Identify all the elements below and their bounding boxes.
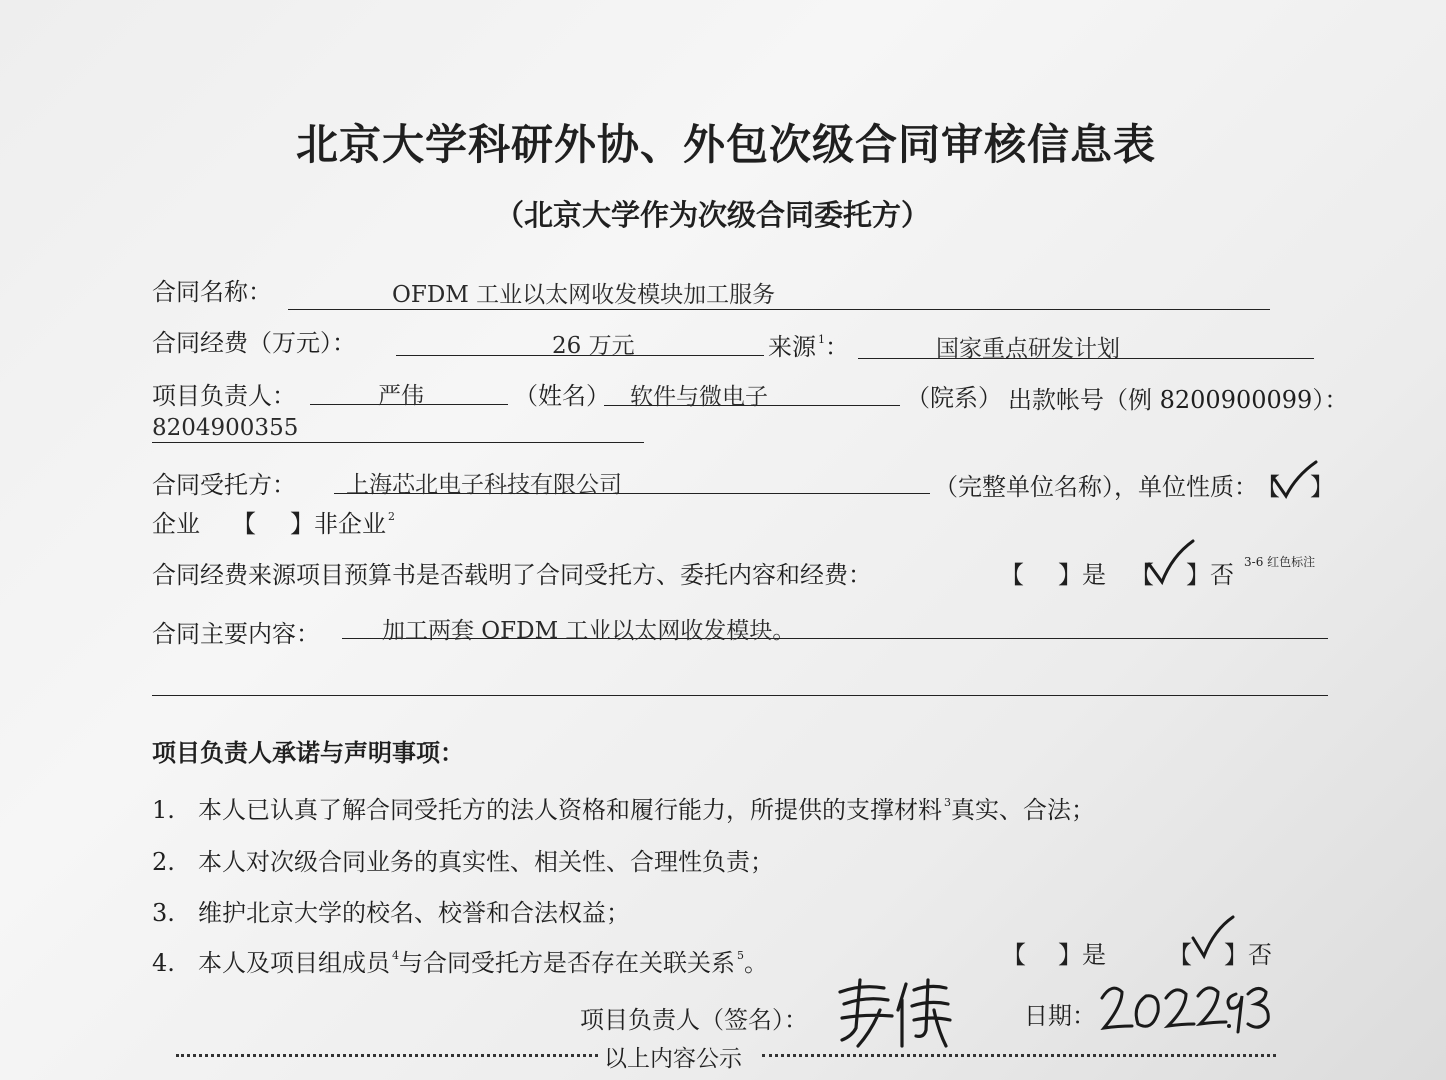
- funding-value[interactable]: 26 万元: [552, 333, 635, 359]
- enterprise-label: 企业: [152, 510, 200, 538]
- enterprise-bracket-open: 【: [1256, 473, 1280, 501]
- pi-name-hint: （姓名）: [514, 382, 610, 410]
- trustee-value[interactable]: 上海芯北电子科技有限公司: [346, 472, 622, 498]
- contract-name-value[interactable]: OFDM 工业以太网收发模块加工服务: [392, 282, 776, 308]
- pi-account-underline: [152, 442, 644, 443]
- pledge-item-1: 1. 本人已认真了解合同受托方的法人资格和履行能力，所提供的支撑材料 $^3$真实、合法；: [152, 796, 1095, 824]
- form-subtitle: （北京大学作为次级合同委托方）: [495, 198, 931, 232]
- pledge-item-number: 4.: [152, 949, 175, 977]
- budget-no-label: 】否: [1186, 561, 1234, 589]
- date-label: 日期：: [1024, 1002, 1096, 1030]
- enterprise-bracket-close: 】: [1310, 473, 1334, 501]
- pi-dept-value[interactable]: 软件与微电子: [630, 384, 768, 410]
- pi-label: 项目负责人：: [152, 382, 296, 410]
- pi-account-label: 出款帐号（例 8200900099）：: [1008, 386, 1349, 414]
- main-content-label: 合同主要内容：: [152, 620, 320, 648]
- main-content-underline-2: [152, 695, 1328, 696]
- handwritten-signature-image: [822, 970, 954, 1052]
- contract-name-underline: [288, 309, 1270, 310]
- budget-yes-label: 】是: [1058, 561, 1106, 589]
- pledge-item-2: 2. 本人对次级合同业务的真实性、相关性、合理性负责；: [152, 848, 774, 876]
- main-content-value[interactable]: 加工两套 OFDM 工业以太网收发模块。: [382, 618, 796, 644]
- trustee-hint: （完整单位名称），单位性质：: [934, 473, 1258, 501]
- pi-dept-hint: （院系）: [906, 384, 1002, 412]
- pi-name-value[interactable]: 严伟: [378, 383, 424, 409]
- form-title: 北京大学科研外协、外包次级合同审核信息表: [296, 120, 1157, 169]
- budget-yes-bracket[interactable]: 【: [1000, 561, 1024, 589]
- trustee-label: 合同受托方：: [152, 471, 296, 499]
- funding-source-value[interactable]: 国家重点研发计划: [936, 336, 1120, 362]
- signature-label: 项目负责人（签名）：: [580, 1006, 808, 1034]
- funding-label: 合同经费（万元）：: [152, 329, 356, 357]
- related-no-label: 】否: [1224, 941, 1272, 969]
- budget-no-bracket: 【: [1130, 561, 1154, 589]
- pledge-item-3: 3. 维护北京大学的校名、校誉和合法权益；: [152, 899, 630, 927]
- footer-dotted-line-left: [176, 1054, 598, 1057]
- non-enterprise-label: 】非企业 $^2$: [290, 510, 395, 538]
- related-no-bracket: 【: [1168, 941, 1192, 969]
- related-yes-label: 】是: [1058, 941, 1106, 969]
- pledge-item-number: 3.: [152, 899, 175, 927]
- pledge-heading: 项目负责人承诺与声明事项：: [152, 738, 464, 767]
- related-yes-bracket[interactable]: 【: [1002, 941, 1026, 969]
- footer-dotted-line-right: [762, 1054, 1276, 1057]
- contract-name-label: 合同名称：: [152, 278, 272, 306]
- non-enterprise-bracket-open[interactable]: 【: [232, 510, 256, 538]
- funding-source-label: 来源 $^1$：: [768, 333, 849, 361]
- budget-note: 3-6 红色标注: [1244, 555, 1316, 569]
- pi-account-value[interactable]: 8204900355: [152, 415, 299, 441]
- pledge-item-number: 2.: [152, 848, 175, 876]
- pledge-item-4: 4. 本人及项目组成员 $^4$与合同受托方是否存在关联关系 $^5$。: [152, 949, 768, 977]
- footer-public-note: 以上内容公示: [604, 1046, 742, 1072]
- handwritten-date-image: [1098, 976, 1280, 1038]
- budget-question-text: 合同经费来源项目预算书是否载明了合同受托方、委托内容和经费：: [152, 561, 872, 589]
- pledge-item-number: 1.: [152, 796, 175, 824]
